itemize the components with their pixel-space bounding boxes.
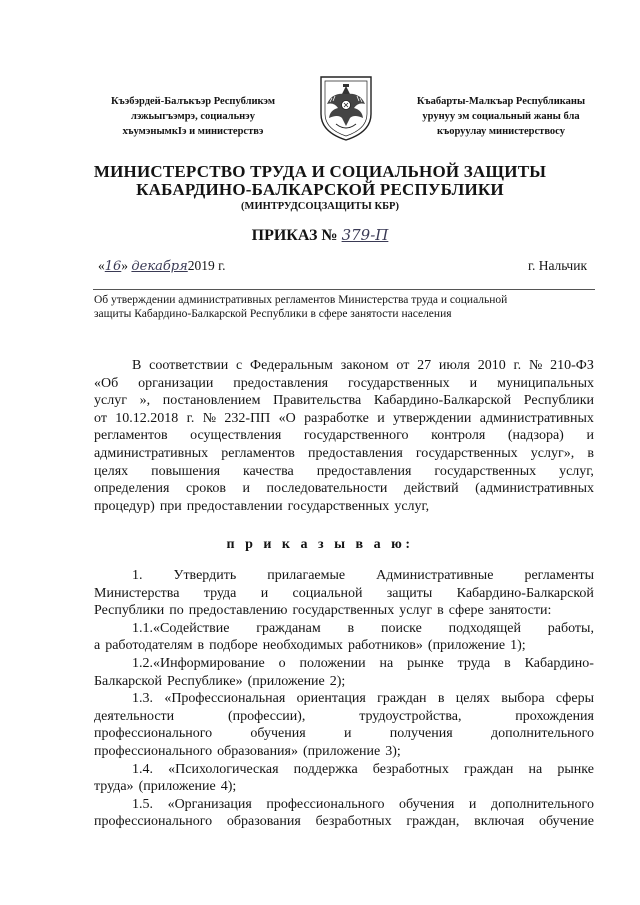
header-right-line: урунуу эм социальный жаны бла xyxy=(422,111,580,122)
date-year: 2019 г. xyxy=(187,258,226,273)
body-line: регламентов осуществления государственного контроля (надзора) и xyxy=(94,428,594,444)
body-line: профессионального образования безработных граждан, включая обучение xyxy=(94,814,594,830)
body-line: 1.5. «Организация профессионального обучения и дополнительного xyxy=(132,796,594,812)
body-line: 1.3. «Профессиональная ориентация граждан в целях выбора сферы xyxy=(132,691,594,707)
header-left-line: хъумэнымкIэ и министерствэ xyxy=(122,126,264,137)
body-line: Республики по предоставлению государственных услуг в сфере занятости: xyxy=(94,603,552,619)
body-line: от 10.12.2018 г. № 232-ПП «О разработке и утверждении административных xyxy=(94,410,594,426)
body-line: «Об организации предоставления государственных и муниципальных xyxy=(94,375,594,391)
body-line: профессионального обучения и получения дополнительного xyxy=(94,726,594,742)
order-city: г. Нальчик xyxy=(527,258,587,273)
body-line: Министерства труда и социальной защиты Кабардино-Балкарской xyxy=(94,585,594,601)
order-subject xyxy=(94,293,598,321)
body-line: определения сроков и последовательности действий (административных xyxy=(94,481,594,497)
order-items xyxy=(94,567,594,831)
header-right-line: къоруулау министерствосу xyxy=(437,126,565,137)
header-left-line: лэжьыгъэмрэ, социальнэу xyxy=(131,111,255,122)
order-number: 379-П xyxy=(341,226,389,244)
header-left-kabardian xyxy=(88,94,298,139)
order-word: п р и к а з ы в а ю: xyxy=(226,537,414,552)
body-line: Балкарской Республике» (приложение 2); xyxy=(94,673,346,689)
order-heading xyxy=(0,226,640,245)
ministry-abbreviation: (МИНТРУДСОЦЗАЩИТЫ КБР) xyxy=(241,201,399,212)
body-line: 1.1.«Содействие гражданам в поиске подходящей работы, xyxy=(132,620,594,636)
body-line: В соответствии с Федеральным законом от 27 июля 2010 г. № 210-ФЗ xyxy=(132,358,594,373)
body-line: целях повышения качества предоставления государственных услуг, xyxy=(94,463,594,479)
kbr-coat-of-arms-icon xyxy=(316,74,376,142)
date-open-quote: « xyxy=(98,258,105,273)
date-close-quote: » xyxy=(121,258,129,273)
body-line: административных регламентов предоставления государственных услуг», в xyxy=(94,445,594,461)
body-line: профессионального образования» (приложение 3); xyxy=(94,743,401,759)
body-line: 1.2.«Информирование о положении на рынке труда в Кабардино- xyxy=(132,655,594,671)
subject-line: Об утверждении административных регламентов Министерства труда и социальной xyxy=(94,294,508,306)
header-right-balkar xyxy=(396,94,606,139)
subject-divider xyxy=(93,289,595,290)
ministry-title xyxy=(0,163,640,199)
body-line: 1. Утвердить прилагаемые Административные регламенты xyxy=(132,568,594,583)
date-day: 16 xyxy=(104,259,122,274)
header-left-line: Къэбэрдей-Балъкъэр Республикэм xyxy=(110,96,276,107)
body-line: 1.4. «Психологическая поддержка безработных граждан на рынке xyxy=(132,761,594,777)
body-line: услуг », постановлением Правительства Кабардино-Балкарской Республики xyxy=(94,393,594,409)
order-label: ПРИКАЗ № xyxy=(251,227,338,244)
subject-line: защиты Кабардино-Балкарской Республики в сфере занятости населения xyxy=(94,308,452,320)
ministry-title-line: КАБАРДИНО-БАЛКАРСКОЙ РЕСПУБЛИКИ xyxy=(136,180,504,199)
header-right-line: Къабарты-Малкъар Республиканы xyxy=(416,96,586,107)
body-line: а работодателям в подборе необходимых работников» (приложение 1); xyxy=(94,638,526,654)
body-line: процедур) при предоставлении государственных услуг, xyxy=(94,498,430,514)
ministry-title-line: МИНИСТЕРСТВО ТРУДА И СОЦИАЛЬНОЙ ЗАЩИТЫ xyxy=(93,162,547,181)
body-line: труда» (приложение 4); xyxy=(94,779,237,795)
body-line: деятельности (профессии), трудоустройства, прохождения xyxy=(94,708,594,724)
date-month: декабря xyxy=(131,259,188,274)
preamble xyxy=(94,357,594,515)
